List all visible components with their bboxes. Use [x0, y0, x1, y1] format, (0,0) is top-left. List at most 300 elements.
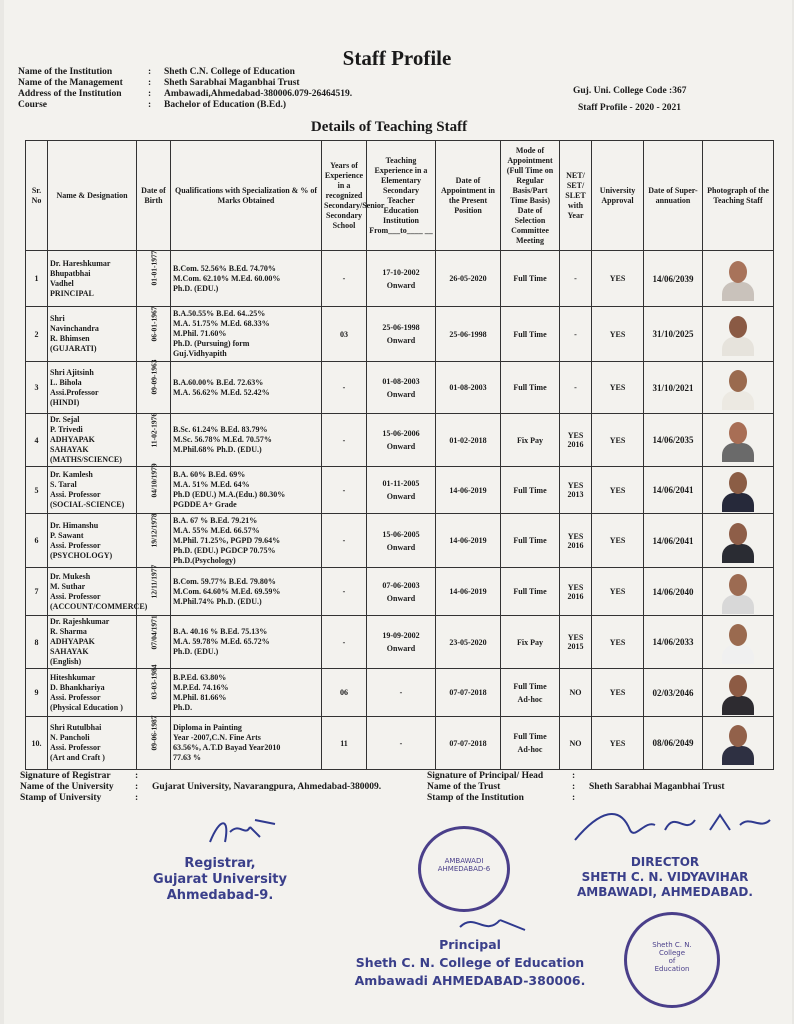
name-line: Assi. Professor — [50, 692, 101, 702]
years-experience: 11 — [322, 717, 367, 770]
col-years: Years of Experience in a recognized Secondary/Senior Secondary School — [322, 141, 367, 251]
teaching-line: Onward — [386, 644, 416, 653]
qualification-line: B.A. 67 % B.Ed. 79.21% — [173, 515, 258, 525]
teaching-experience — [367, 514, 436, 568]
university-approval: YES — [592, 616, 644, 669]
signature-row — [20, 771, 381, 782]
net-line: YES — [567, 531, 584, 541]
net-line: - — [574, 383, 577, 392]
table-row — [26, 251, 774, 307]
teaching-line: Onward — [386, 593, 416, 603]
photo-head — [729, 261, 747, 283]
staff-name — [48, 616, 137, 669]
qualifications — [171, 251, 322, 307]
signature-row — [20, 782, 381, 793]
qualification-line: M.A. 59.78% M.Ed. 65.72% — [173, 637, 270, 646]
dob-text: 09-06-1987 — [149, 715, 158, 750]
staff-name — [48, 414, 137, 467]
name-line: Dr. Mukesh — [50, 571, 91, 581]
qualification-line: Ph.D (EDU.) M.A.(Edu.) 80.30% — [173, 490, 286, 499]
header-row — [18, 67, 352, 78]
institution-details — [18, 67, 352, 111]
name-line: (SOCIAL-SCIENCE) — [50, 500, 125, 509]
signature-colon: : — [135, 782, 139, 792]
teaching-experience — [367, 669, 436, 717]
net-line: 2013 — [567, 490, 584, 499]
vidyavihar-seal — [624, 912, 720, 1008]
signature-colon: : — [572, 771, 576, 781]
name-line: Bhupatbhai — [50, 268, 91, 278]
signature-value: Gujarat University, Navarangpura, Ahmedabad-380009. — [152, 782, 382, 792]
appointment-date: 01-08-2003 — [436, 362, 501, 414]
photo-cell — [703, 514, 774, 568]
qualifications — [171, 616, 322, 669]
signature-colon: : — [135, 793, 139, 803]
registrar-signature — [205, 812, 285, 852]
photo-cell — [703, 568, 774, 616]
col-dob: Date of Birth — [137, 141, 171, 251]
qualifications — [171, 568, 322, 616]
photo-cell — [703, 307, 774, 362]
dob-text: 09-09-1963 — [149, 359, 158, 395]
signature-value: Sheth Sarabhai Maganbhai Trust — [589, 782, 725, 792]
signature-label: Signature of Principal/ Head — [427, 771, 544, 781]
date-of-birth — [137, 251, 171, 307]
qualification-line: B.A. 40.16 % B.Ed. 75.13% — [173, 627, 268, 636]
name-line: (MATHS/SCIENCE) — [50, 455, 122, 464]
sr-no: 1 — [26, 251, 48, 307]
dob-text: 07/04/1971 — [149, 614, 158, 649]
date-of-birth — [137, 514, 171, 568]
date-of-birth — [137, 359, 171, 414]
teaching-line: Onward — [386, 336, 416, 345]
net-set-slet — [560, 251, 592, 307]
name-line: (HINDI) — [50, 397, 80, 407]
vidyavihar-seal-line: College — [658, 949, 686, 957]
table-row — [26, 514, 774, 568]
teaching-line: 01-08-2003 — [382, 376, 420, 386]
sr-no: 2 — [26, 307, 48, 362]
qualification-line: B.Com. 59.77% B.Ed. 79.80% — [173, 576, 276, 586]
college-code: Guj. Uni. College Code :367 — [573, 86, 687, 96]
col-name: Name & Designation — [48, 141, 137, 251]
date-of-birth — [137, 414, 171, 467]
table-row — [26, 362, 774, 414]
qualification-line: B.P.Ed. 63.80% — [173, 672, 227, 682]
mode-line: Full Time — [513, 732, 547, 741]
signature-row — [427, 782, 725, 793]
staff-photo — [718, 570, 758, 614]
university-signature-block — [20, 771, 381, 804]
table-row — [26, 616, 774, 669]
staff-name — [48, 669, 137, 717]
qualification-line: B.A. 60% B.Ed. 69% — [173, 470, 246, 479]
page-title: Staff Profile — [342, 46, 452, 70]
name-line: Dr. Sejal — [50, 415, 80, 424]
mode-line: Full Time — [513, 274, 547, 283]
qualification-line: M.Phil.68% Ph.D. (EDU.) — [173, 445, 262, 454]
qualification-line: Diploma in Painting — [173, 723, 242, 732]
trust-seal-line: AMBAWADI — [444, 857, 484, 865]
superannuation-date: 14/06/2039 — [644, 251, 703, 307]
photo-body — [722, 337, 754, 356]
header-colon: : — [148, 100, 152, 110]
sr-no: 8 — [26, 616, 48, 669]
photo-body — [722, 282, 754, 301]
qualification-line: Ph.D. (EDU.) PGDCP 70.75% — [173, 545, 276, 555]
name-line: Vadhel — [50, 278, 74, 288]
name-line: P. Trivedi — [50, 425, 83, 434]
name-line: Shri Rutulbhai — [50, 723, 102, 732]
appointment-mode — [501, 717, 560, 770]
university-approval: YES — [592, 307, 644, 362]
photo-cell — [703, 362, 774, 414]
dob-text: 03-03-1984 — [149, 664, 158, 700]
qualification-line: Ph.D. (Pursuing) form — [173, 339, 250, 348]
years-experience: - — [322, 616, 367, 669]
teaching-line: Onward — [386, 280, 416, 290]
header-colon: : — [148, 89, 152, 99]
superannuation-date: 14/06/2040 — [644, 568, 703, 616]
name-line: (English) — [50, 657, 82, 666]
col-appointment-date: Date of Appointment in the Present Position — [436, 141, 501, 251]
name-line: Dr. Kamlesh — [50, 470, 93, 479]
appointment-mode — [501, 514, 560, 568]
qualification-line: B.Com. 52.56% B.Ed. 74.70% — [173, 263, 276, 273]
photo-head — [729, 675, 747, 697]
name-line: (PSYCHOLOGY) — [50, 550, 113, 560]
staff-photo — [718, 671, 758, 715]
signature-row — [427, 771, 725, 782]
vidyavihar-seal-line: Sheth C. N. — [652, 941, 692, 949]
university-approval: YES — [592, 251, 644, 307]
net-set-slet — [560, 568, 592, 616]
mode-line: Ad-hoc — [517, 745, 543, 754]
qualification-line: 63.56%, A.T.D Bayad Year2010 — [173, 743, 281, 752]
photo-head — [729, 574, 747, 596]
qualification-line: M.Sc. 56.78% M.Ed. 70.57% — [173, 435, 272, 444]
header-label: Address of the Institution — [18, 89, 122, 99]
years-experience: 03 — [322, 307, 367, 362]
staff-name — [48, 251, 137, 307]
col-superannuation: Date of Super-annuation — [644, 141, 703, 251]
name-line: L. Bihola — [50, 377, 82, 387]
university-approval: YES — [592, 414, 644, 467]
teaching-line: 07-06-2003 — [382, 580, 420, 590]
university-approval: YES — [592, 717, 644, 770]
name-line: P. Sawant — [50, 530, 84, 540]
name-line: R. Sharma — [50, 627, 87, 636]
date-of-birth — [137, 616, 171, 669]
mode-line: Full Time — [513, 329, 547, 339]
superannuation-date: 02/03/2046 — [644, 669, 703, 717]
date-of-birth — [137, 664, 171, 717]
net-line: YES — [567, 431, 584, 440]
photo-body — [722, 443, 754, 462]
header-value: Bachelor of Education (B.Ed.) — [164, 100, 287, 110]
signature-label: Signature of Registrar — [20, 771, 111, 781]
appointment-mode — [501, 669, 560, 717]
net-set-slet — [560, 717, 592, 770]
superannuation-date: 14/06/2041 — [644, 467, 703, 514]
name-line: Assi. Professor — [50, 490, 101, 499]
net-set-slet — [560, 414, 592, 467]
net-line: 2015 — [567, 642, 584, 651]
net-line: YES — [567, 481, 584, 490]
name-line: Assi. Professor — [50, 591, 101, 601]
appointment-date: 14-06-2019 — [436, 568, 501, 616]
staff-name — [48, 307, 137, 362]
principal-stamp — [350, 936, 590, 990]
net-set-slet — [560, 362, 592, 414]
teaching-experience — [367, 616, 436, 669]
teaching-line: Onward — [386, 542, 416, 552]
sr-no: 7 — [26, 568, 48, 616]
appointment-mode — [501, 616, 560, 669]
date-of-birth — [137, 307, 171, 362]
photo-head — [729, 523, 747, 545]
superannuation-date: 14/06/2033 — [644, 616, 703, 669]
header-label: Name of the Management — [18, 78, 123, 88]
university-approval: YES — [592, 362, 644, 414]
mode-line: Fix Pay — [517, 435, 543, 445]
signature-label: Name of the University — [20, 782, 114, 792]
photo-body — [722, 391, 754, 410]
header-colon: : — [148, 67, 152, 77]
staff-photo — [718, 468, 758, 512]
name-line: Assi. Professor — [50, 743, 101, 752]
years-experience: - — [322, 414, 367, 467]
teaching-experience — [367, 717, 436, 770]
name-line: (Physical Education ) — [50, 702, 123, 712]
date-of-birth — [137, 717, 171, 770]
qualification-line: 77.63 % — [173, 753, 201, 762]
superannuation-date: 14/06/2041 — [644, 514, 703, 568]
col-approval: University Approval — [592, 141, 644, 251]
name-line: R. Bhimsen — [50, 334, 90, 343]
trust-seal-line: AHMEDABAD-6 — [437, 865, 491, 873]
qualification-line: M.Com. 64.60% M.Ed. 69.59% — [173, 586, 281, 596]
signature-colon: : — [572, 793, 576, 803]
years-experience: - — [322, 467, 367, 514]
net-line: - — [574, 274, 577, 283]
name-line: Dr. Himanshu — [50, 520, 99, 530]
appointment-date: 14-06-2019 — [436, 467, 501, 514]
name-line: Shri Ajitsinh — [50, 367, 94, 377]
photo-cell — [703, 669, 774, 717]
net-line: NO — [569, 738, 582, 748]
staff-name — [48, 467, 137, 514]
table-row — [26, 568, 774, 616]
net-line: YES — [567, 633, 584, 642]
col-sr: Sr. No — [26, 141, 48, 251]
photo-cell — [703, 717, 774, 770]
signature-label: Stamp of the Institution — [427, 793, 524, 803]
mode-line: Ad-hoc — [517, 694, 543, 704]
col-net: NET/ SET/ SLET with Year — [560, 141, 592, 251]
principal-line: Ambawadi AHMEDABAD-380006. — [354, 973, 586, 988]
header-row — [18, 89, 352, 100]
staff-photo — [718, 312, 758, 356]
name-line: Assi. Professor — [50, 540, 101, 550]
table-row — [26, 414, 774, 467]
appointment-mode — [501, 467, 560, 514]
university-approval: YES — [592, 467, 644, 514]
qualification-line: B.Sc. 61.24% B.Ed. 83.79% — [173, 425, 268, 434]
name-line: N. Pancholi — [50, 733, 90, 742]
appointment-date: 23-05-2020 — [436, 616, 501, 669]
qualification-line: Guj.Vidhyapith — [173, 349, 227, 358]
header-value: Sheth Sarabhai Maganbhai Trust — [164, 78, 300, 88]
teaching-line: Onward — [386, 389, 416, 399]
registrar-stamp — [150, 856, 290, 904]
name-line: M. Suthar — [50, 581, 86, 591]
mode-line: Full Time — [513, 536, 547, 545]
signature-colon: : — [135, 771, 139, 781]
header-value: Ambawadi,Ahmedabad-380006.079-26464519. — [164, 89, 353, 99]
teaching-line: 19-09-2002 — [382, 631, 420, 640]
photo-cell — [703, 467, 774, 514]
dob-text: 11-02-1976 — [149, 412, 158, 447]
net-line: 2016 — [567, 440, 584, 449]
name-line: Hiteshkumar — [50, 672, 96, 682]
qualification-line: M.Phil. 71.25%, PGPD 79.64% — [173, 535, 281, 545]
staff-photo — [718, 257, 758, 301]
appointment-date: 07-07-2018 — [436, 669, 501, 717]
qualification-line: M.Phil. 81.66% — [173, 692, 227, 702]
qualifications — [171, 414, 322, 467]
col-qualification: Qualifications with Specialization & % of Marks Obtained — [171, 141, 322, 251]
teaching-experience — [367, 414, 436, 467]
net-line: - — [574, 329, 577, 339]
qualification-line: Ph.D.(Psychology) — [173, 555, 236, 565]
qualification-line: B.A.60.00% B.Ed. 72.63% — [173, 377, 264, 387]
net-line: YES — [567, 582, 584, 592]
name-line: Navinchandra — [50, 324, 99, 333]
principal-line: Principal — [439, 937, 501, 952]
date-of-birth — [137, 462, 171, 514]
name-line: Dr. Hareshkumar — [50, 258, 111, 268]
table-row — [26, 717, 774, 770]
name-line: Dr. Rajeshkumar — [50, 617, 110, 626]
table-row — [26, 467, 774, 514]
photo-body — [722, 746, 754, 765]
photo-head — [729, 472, 747, 494]
qualification-line: M.A. 56.62% M.Ed. 52.42% — [173, 387, 270, 397]
years-experience: - — [322, 568, 367, 616]
header-value: Sheth C.N. College of Education — [164, 67, 295, 77]
superannuation-date: 14/06/2035 — [644, 414, 703, 467]
teaching-line: 15-06-2006 — [382, 429, 420, 438]
teaching-line: - — [399, 738, 403, 748]
teaching-line: 17-10-2002 — [382, 267, 420, 277]
vidyavihar-seal-line: Education — [654, 965, 690, 973]
qualification-line: PGDDE A+ Grade — [173, 500, 237, 509]
staff-name — [48, 514, 137, 568]
teaching-line: - — [399, 688, 403, 697]
superannuation-date: 31/10/2021 — [644, 362, 703, 414]
mode-line: Full Time — [513, 681, 547, 691]
profile-year: Staff Profile - 2020 - 2021 — [578, 103, 681, 113]
photo-cell — [703, 251, 774, 307]
signature-row — [20, 793, 381, 804]
superannuation-date: 08/06/2049 — [644, 717, 703, 770]
appointment-date: 07-07-2018 — [436, 717, 501, 770]
qualification-line: M.Phil. 71.60% — [173, 329, 227, 338]
header-colon: : — [148, 78, 152, 88]
registrar-line: Registrar, — [184, 856, 256, 871]
principal-line: Sheth C. N. College of Education — [355, 955, 585, 970]
mode-line: Full Time — [513, 485, 547, 495]
teaching-line: 25-06-1998 — [382, 323, 420, 332]
qualifications — [171, 362, 322, 414]
appointment-mode — [501, 362, 560, 414]
teaching-experience — [367, 362, 436, 414]
sr-no: 3 — [26, 362, 48, 414]
appointment-mode — [501, 307, 560, 362]
university-approval: YES — [592, 568, 644, 616]
qualification-line: Ph.D. (EDU.) — [173, 283, 219, 293]
superannuation-date: 31/10/2025 — [644, 307, 703, 362]
trust-seal — [418, 826, 510, 912]
appointment-date: 25-06-1998 — [436, 307, 501, 362]
name-line: PRINCIPAL — [50, 288, 94, 298]
net-set-slet — [560, 616, 592, 669]
director-line: DIRECTOR — [630, 855, 700, 869]
staff-photo — [718, 418, 758, 462]
qualification-line: M.Com. 62.10% M.Ed. 60.00% — [173, 273, 281, 283]
dob-text: 12/11/1977 — [149, 564, 158, 599]
header-row — [18, 100, 352, 111]
teaching-experience — [367, 467, 436, 514]
sr-no: 6 — [26, 514, 48, 568]
photo-head — [729, 316, 747, 338]
header-label: Name of the Institution — [18, 67, 113, 77]
signature-label: Name of the Trust — [427, 782, 501, 792]
name-line: (ACCOUNT/COMMERCE) — [50, 601, 148, 611]
appointment-mode — [501, 251, 560, 307]
staff-photo — [718, 620, 758, 664]
teaching-staff-table — [25, 140, 774, 770]
net-set-slet — [560, 669, 592, 717]
staff-name — [48, 717, 137, 770]
appointment-mode — [501, 568, 560, 616]
teaching-line: 15-06-2005 — [382, 529, 420, 539]
years-experience: - — [322, 251, 367, 307]
vidyavihar-seal-line: of — [668, 957, 676, 965]
teaching-line: Onward — [386, 442, 416, 451]
qualification-line: M.A. 51% M.Ed. 64% — [173, 480, 250, 489]
teaching-experience — [367, 307, 436, 362]
photo-head — [729, 422, 747, 444]
sr-no: 5 — [26, 467, 48, 514]
qualifications — [171, 514, 322, 568]
col-teaching: Teaching Experience in a Elementary Secondary Teacher Education Institution From___to____ __ — [367, 141, 436, 251]
years-experience: - — [322, 514, 367, 568]
mode-line: Full Time — [513, 587, 547, 596]
years-experience: 06 — [322, 669, 367, 717]
sr-no: 4 — [26, 414, 48, 467]
net-line: 2016 — [567, 591, 584, 601]
photo-head — [729, 725, 747, 747]
dob-text: 19/12/1978 — [149, 513, 158, 548]
header-label: Course — [18, 100, 48, 110]
photo-head — [729, 370, 747, 392]
photo-body — [722, 595, 754, 614]
qualification-line: M.A. 51.75% M.Ed. 68.33% — [173, 319, 270, 328]
name-line: Assi.Professor — [50, 387, 99, 397]
photo-body — [722, 493, 754, 512]
